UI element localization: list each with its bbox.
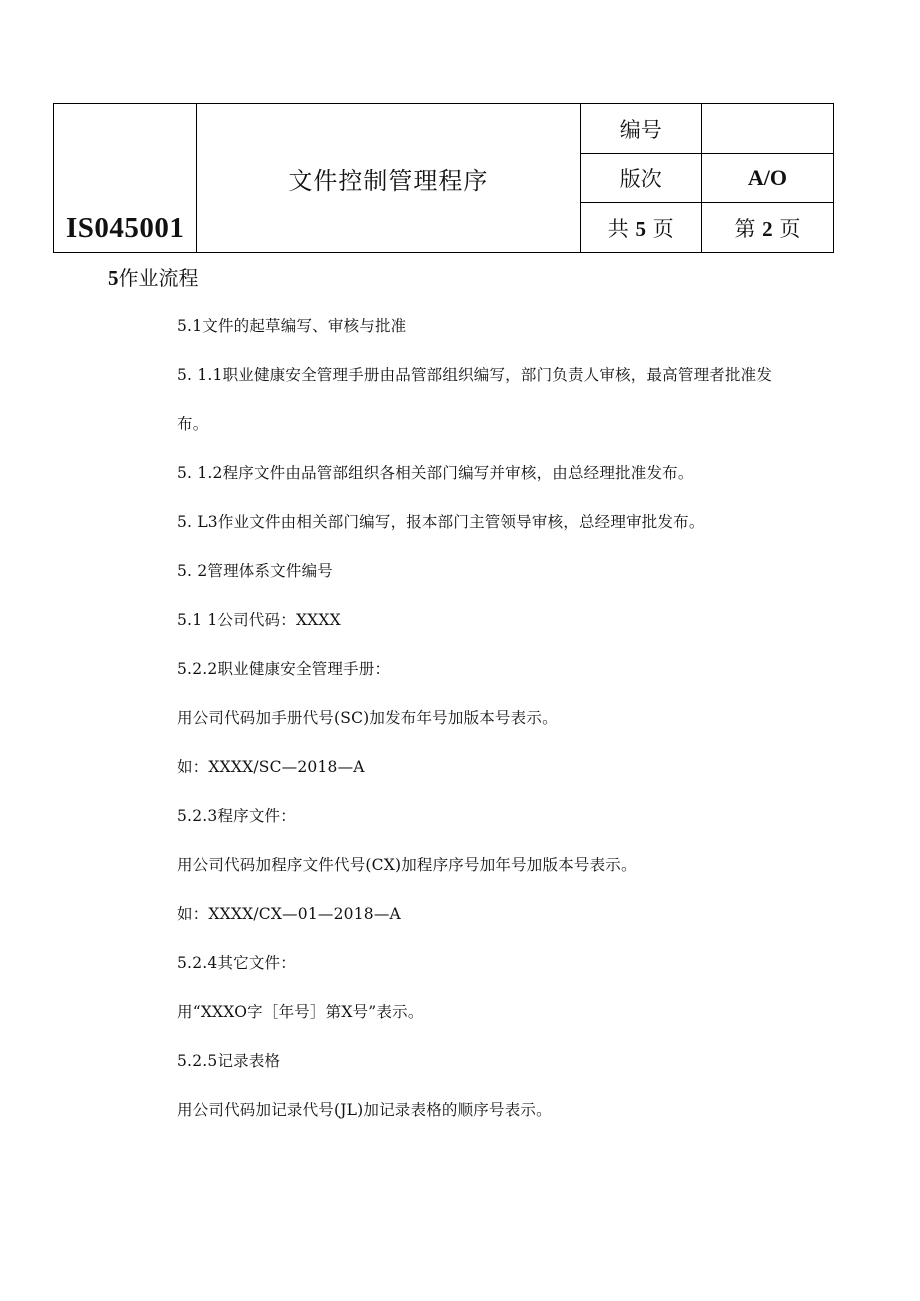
total-pages-prefix: 共 bbox=[607, 216, 629, 241]
total-pages-cell bbox=[580, 203, 701, 253]
logo-cell bbox=[54, 104, 197, 253]
body-line: 用公司代码加程序文件代号(CX)加程序序号加年号加版本号表示。 bbox=[177, 856, 637, 874]
body-line: 5. 2管理体系文件编号 bbox=[177, 562, 333, 580]
body-line: 5.2.2职业健康安全管理手册： bbox=[177, 660, 391, 678]
current-page-suffix: 页 bbox=[779, 216, 801, 241]
document-header-table bbox=[53, 103, 834, 253]
current-page-cell bbox=[701, 203, 833, 253]
current-page-prefix: 第 bbox=[734, 216, 756, 241]
body-line: 用公司代码加记录代号(JL)加记录表格的顺序号表示。 bbox=[177, 1101, 552, 1119]
version-value-cell bbox=[701, 154, 833, 203]
body-line: 用“XXXO字［年号］第X号”表示。 bbox=[177, 1003, 424, 1021]
title-cell bbox=[197, 104, 580, 253]
body-line: 5. L3作业文件由相关部门编写，报本部门主管领导审核，总经理审批发布。 bbox=[177, 513, 705, 531]
section-number: 5 bbox=[108, 266, 119, 290]
body-line: 5.2.4其它文件： bbox=[177, 954, 296, 972]
body-line: 5.2.5记录表格 bbox=[177, 1052, 281, 1070]
body-line: 5.1 1公司代码：XXXX bbox=[177, 611, 341, 629]
document-title: 文件控制管理程序 bbox=[288, 166, 489, 195]
section-title: 作业流程 bbox=[118, 266, 199, 290]
total-pages-number: 5 bbox=[635, 216, 646, 241]
current-page-number: 2 bbox=[762, 216, 773, 241]
body-line: 5. 1.2程序文件由品管部组织各相关部门编写并审核，由总经理批准发布。 bbox=[177, 464, 694, 482]
number-value bbox=[701, 104, 833, 154]
total-pages-suffix: 页 bbox=[652, 216, 674, 241]
body-line: 5. 1.1职业健康安全管理手册由品管部组织编写，部门负责人审核，最高管理者批准发 bbox=[177, 366, 773, 384]
body-line: 用公司代码加手册代号(SC)加发布年号加版本号表示。 bbox=[177, 709, 558, 727]
body-line: 布。 bbox=[177, 415, 209, 433]
body-line: 5.2.3程序文件： bbox=[177, 807, 296, 825]
company-logo-text: IS045001 bbox=[66, 212, 185, 244]
body-line: 如：XXXX/SC—2018—A bbox=[177, 758, 365, 776]
version-value: A/O bbox=[747, 165, 787, 190]
number-label: 编号 bbox=[580, 104, 701, 154]
body-line: 5.1文件的起草编写、审核与批准 bbox=[177, 317, 407, 335]
section-heading bbox=[108, 262, 199, 291]
version-label: 版次 bbox=[580, 154, 701, 203]
body-line: 如：XXXX/CX—01—2018—A bbox=[177, 905, 401, 923]
